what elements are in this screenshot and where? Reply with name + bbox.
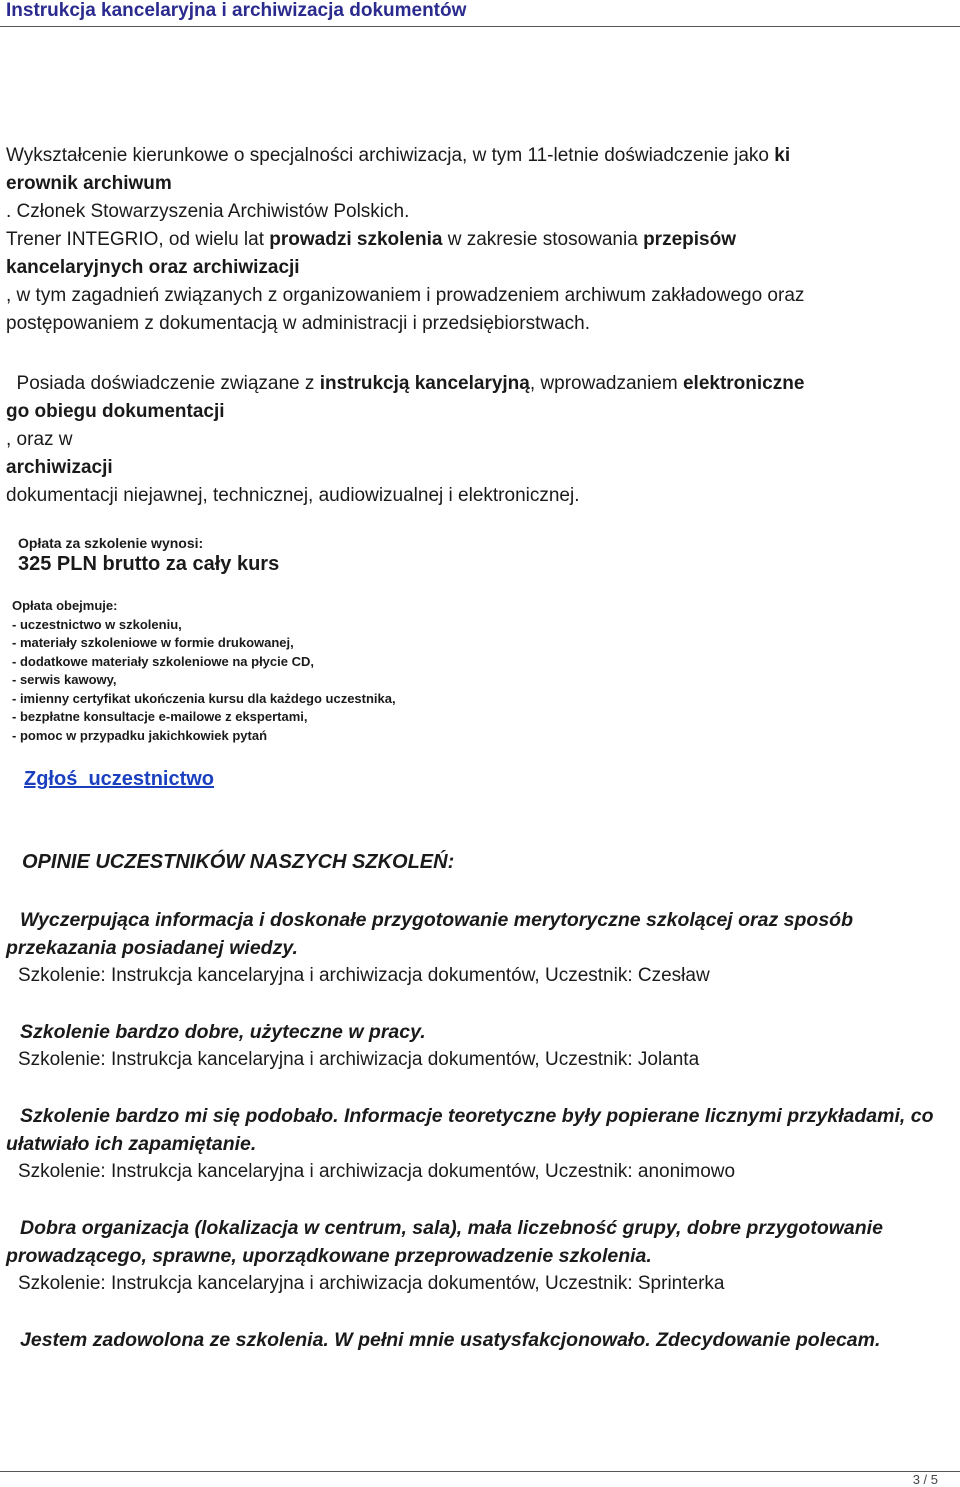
opinions-heading: OPINIE UCZESTNIKÓW NASZYCH SZKOLEŃ: [22, 851, 455, 873]
experience-text: dokumentacji niejawnej, technicznej, audiowizualnej i elektronicznej. [6, 485, 580, 506]
experience-bold: go obiegu dokumentacji [6, 401, 225, 422]
review-item [6, 1018, 956, 1074]
review-meta: Szkolenie: Instrukcja kancelaryjna i archiwizacja dokumentów, Uczestnik: Czesław [18, 965, 710, 986]
review-item [6, 906, 956, 990]
bio-bold: prowadzi szkolenia [269, 229, 443, 250]
list-item: - bezpłatne konsultacje e-mailowe z ekspertami, [12, 709, 308, 724]
register-link[interactable]: Zgłoś uczestnictwo [24, 768, 215, 790]
bio-text: Wykształcenie kierunkowe o specjalności archiwizacja, w tym 11-letnie doświadczenie jako [6, 145, 775, 166]
review-meta: Szkolenie: Instrukcja kancelaryjna i archiwizacja dokumentów, Uczestnik: Jolanta [18, 1049, 700, 1070]
experience-text: Posiada doświadczenie związane z [6, 373, 320, 394]
review-item [6, 1214, 956, 1298]
review-quote: Dobra organizacja (lokalizacja w centrum, sala), mała liczebność grupy, dobre przygotowanie prowadzącego, sprawne, uporządkowane przeprowadzenie szkolenia. [6, 1217, 883, 1267]
bio-bold: przepisów [643, 229, 736, 250]
list-item: - pomoc w przypadku jakichkowiek pytań [12, 727, 268, 743]
trainer-bio [6, 142, 956, 338]
fee-includes [12, 597, 396, 745]
list-item: - serwis kawowy, [12, 672, 117, 687]
review-quote: Jestem zadowolona ze szkolenia. W pełni mnie usatysfakcjonowało. Zdecydowanie polecam. [20, 1329, 881, 1351]
review-quote: Wyczerpująca informacja i doskonałe przygotowanie merytoryczne szkolącej oraz sposób przekazania posiadanej wiedzy. [6, 909, 853, 959]
page-number: 3 / 5 [912, 1472, 938, 1487]
list-item: - uczestnictwo w szkoleniu, [12, 616, 182, 632]
bio-text: , w tym zagadnień związanych z organizowaniem i prowadzeniem archiwum zakładowego oraz [6, 285, 805, 306]
bio-bold: kancelaryjnych oraz archiwizacji [6, 257, 300, 278]
bio-bold: erownik archiwum [6, 173, 172, 194]
document-title: Instrukcja kancelaryjna i archiwizacja dokumentów [6, 0, 467, 21]
fee-label: Opłata za szkolenie wynosi: [18, 535, 204, 551]
experience-bold: archiwizacji [6, 457, 113, 478]
experience-bold: instrukcją kancelaryjną [319, 373, 530, 394]
list-item: - imienny certyfikat ukończenia kursu dla każdego uczestnika, [12, 690, 396, 706]
header-divider [0, 26, 960, 27]
experience-text: , wprowadzaniem [529, 373, 683, 394]
list-item: - dodatkowe materiały szkoleniowe na płycie CD, [12, 653, 314, 669]
bio-text: w zakresie stosowania [442, 229, 644, 250]
includes-list [12, 616, 396, 746]
fee-price: 325 PLN brutto za cały kurs [18, 553, 280, 575]
review-meta: Szkolenie: Instrukcja kancelaryjna i archiwizacja dokumentów, Uczestnik: Sprinterka [18, 1273, 725, 1294]
review-item [6, 1102, 956, 1186]
experience-text: , oraz w [6, 429, 73, 450]
review-quote: Szkolenie bardzo mi się podobało. Informacje teoretyczne były popierane licznymi przykładami, co ułatwiało ich zapamiętanie. [6, 1105, 934, 1155]
bio-text: postępowaniem z dokumentacją w administracji i przedsiębiorstwach. [6, 313, 590, 334]
bio-text: Trener INTEGRIO, od wielu lat [6, 229, 270, 250]
experience-bold: elektroniczne [682, 373, 805, 394]
includes-label: Opłata obejmuje: [12, 598, 118, 613]
review-meta: Szkolenie: Instrukcja kancelaryjna i archiwizacja dokumentów, Uczestnik: anonimowo [18, 1161, 736, 1182]
review-item [6, 1326, 956, 1354]
footer-divider [0, 1471, 960, 1472]
bio-bold: ki [774, 145, 791, 166]
review-quote: Szkolenie bardzo dobre, użyteczne w pracy. [20, 1021, 426, 1043]
list-item: - materiały szkoleniowe w formie drukowanej, [12, 635, 294, 650]
trainer-experience [6, 370, 956, 510]
bio-text: . Członek Stowarzyszenia Archiwistów Polskich. [6, 201, 410, 222]
